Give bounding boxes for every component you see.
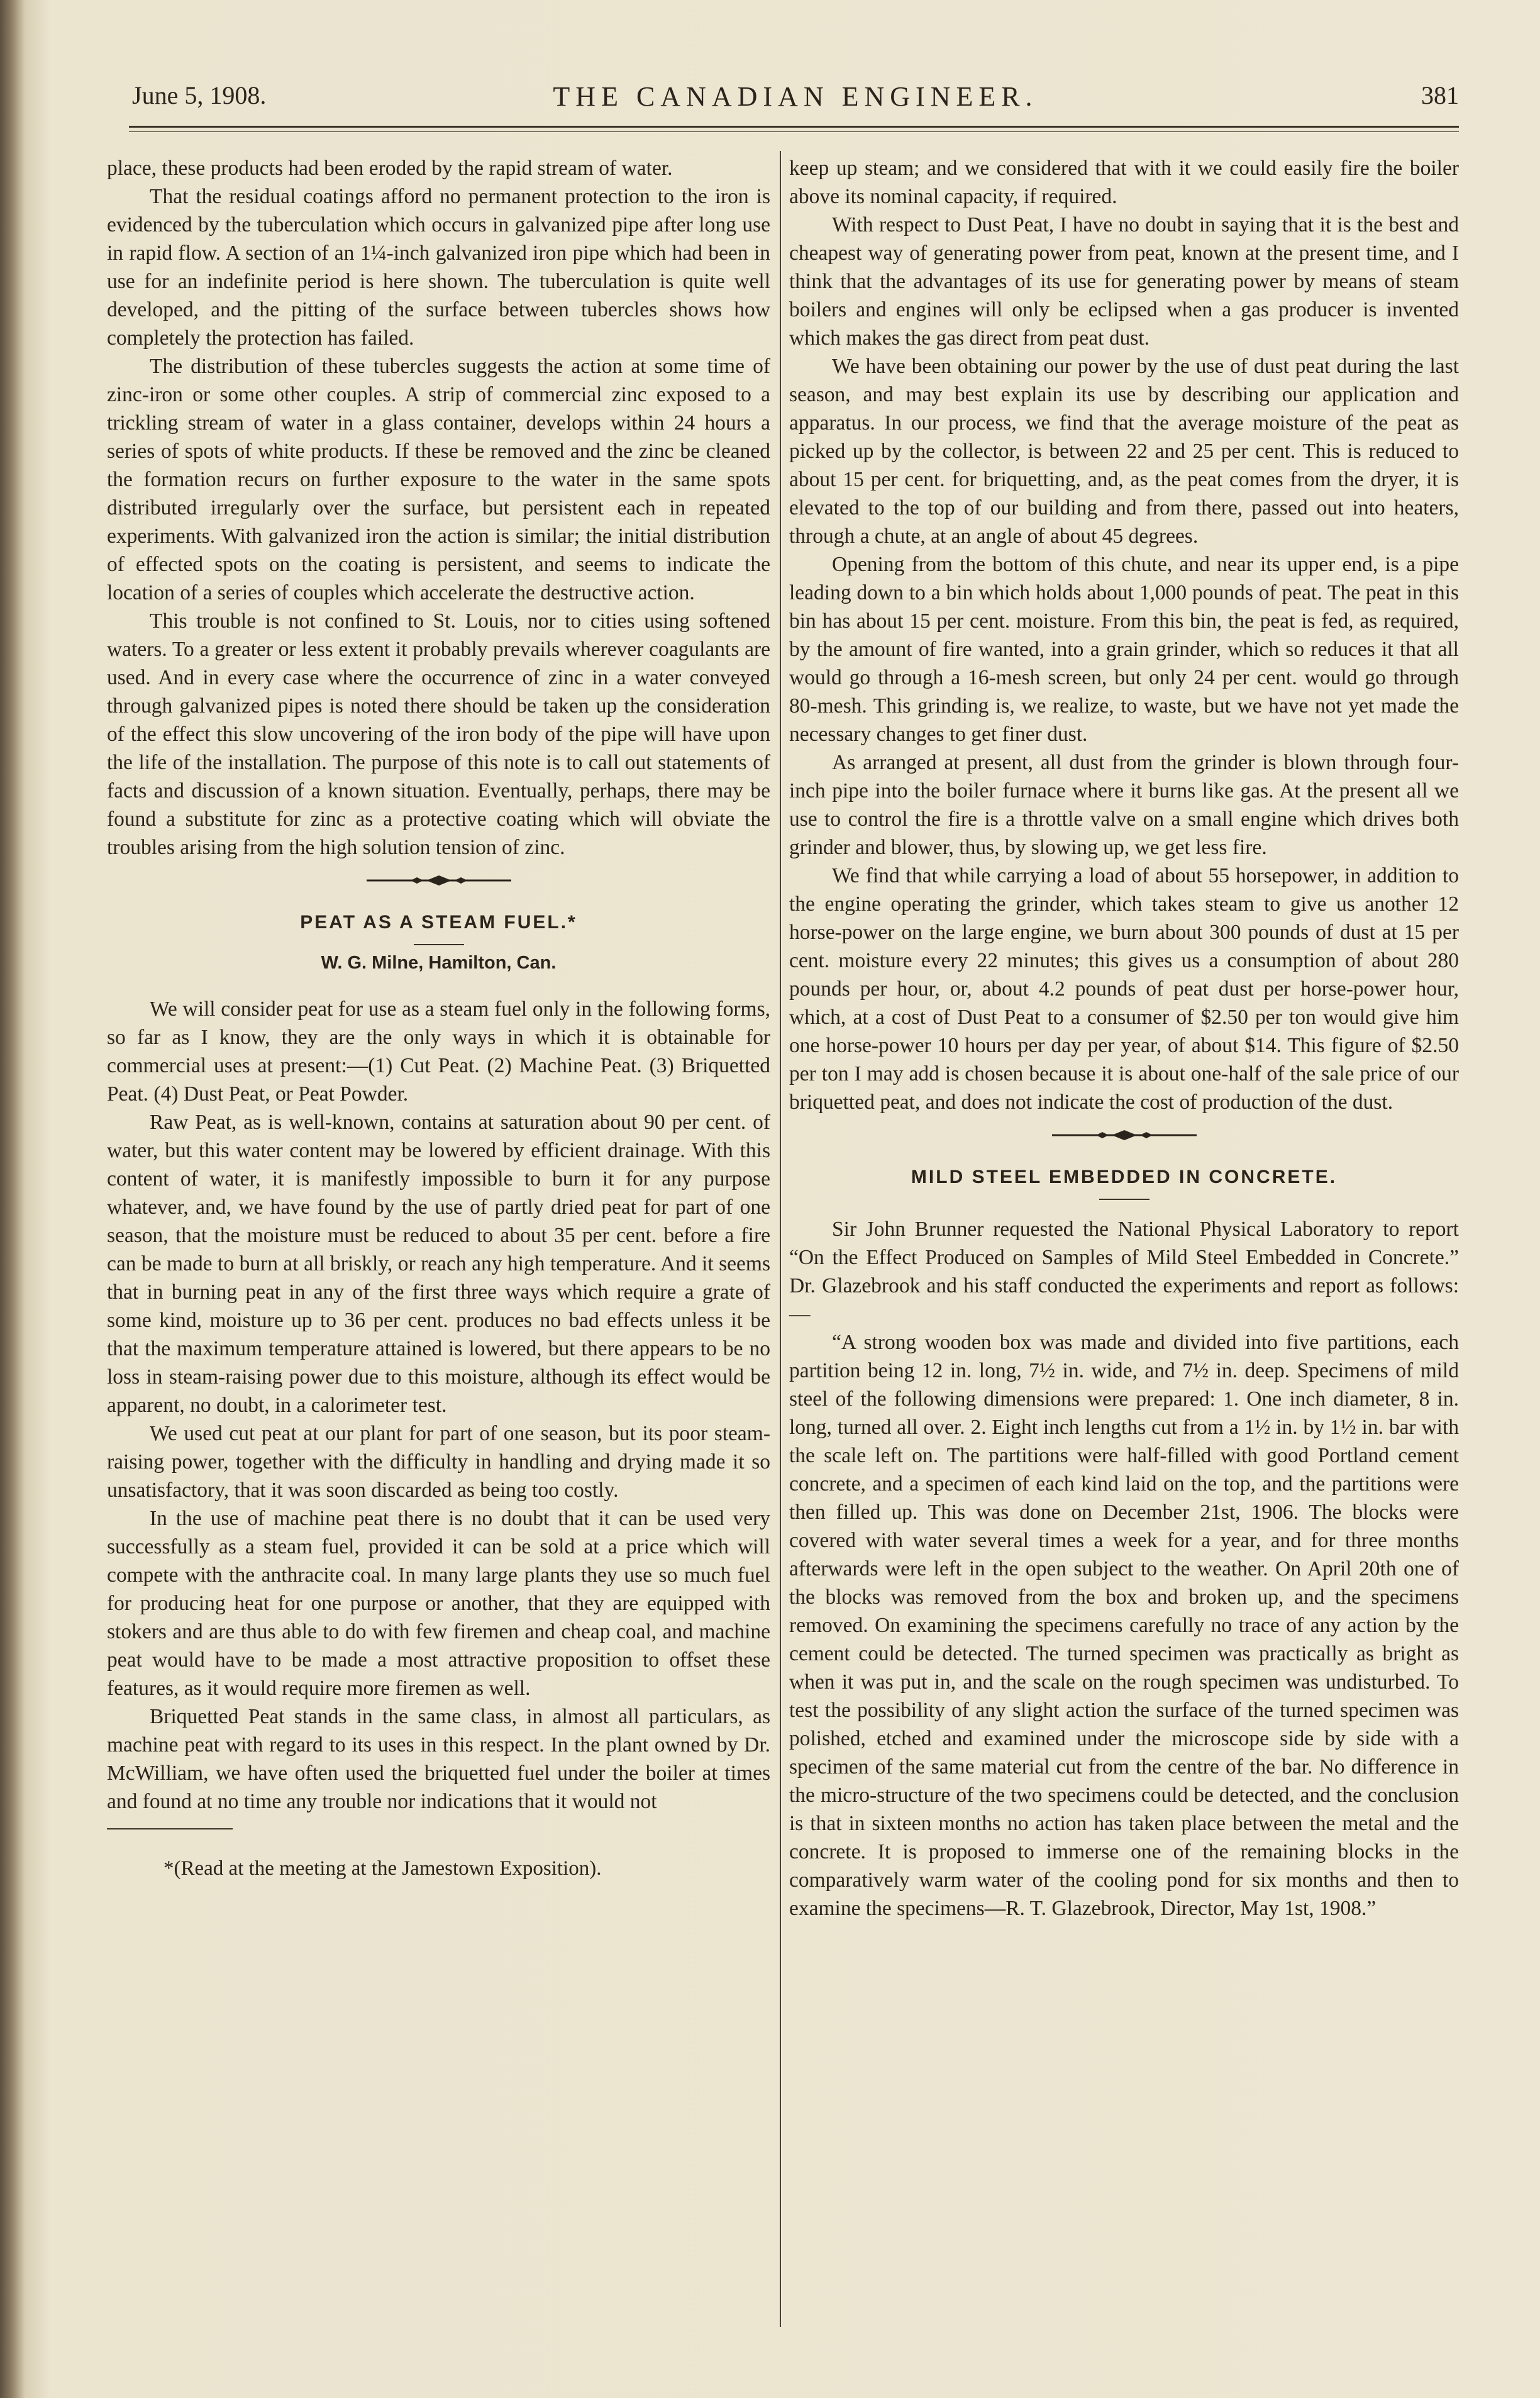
column-divider [780,151,781,2327]
article-author: W. G. Milne, Hamilton, Can. [321,953,557,973]
section-ornament [789,1123,1459,1148]
paragraph: “A strong wooden box was made and divided into five partitions, each partition being 12 in. long, 7½ in. wide, and 7½ in. deep. Specimens of mild steel of the following dimensions were prepared: 1. One inch diameter, 8 in. long, turned all over. 2. Eight inch lengths cut from a 1½ in. by 1½ in. bar with the scale left on. The partitions were half-filled with good Portland cement concrete, and a specimen of each kind laid on the top, and the partitions were then filled up. This was done on December 21st, 1906. The blocks were covered with water several times a week for a year, and for three months afterwards were left in the open subject to the weather. On April 20th one of the blocks was removed from the box and broken up, and the specimens removed. On examining the specimens carefully no trace of any action by the cement could be detected. The turned specimen was practically as bright as when it was put in, and the scale on the rough specimen was undisturbed. To test the possibility of any slight action the surface of the turned specimen was polished, etched and examined under the microscope side by side with a specimen of the same material cut from the centre of the bar. No difference in the micro-structure of the two specimens could be detected, and the conclusion is that in sixteen months no action has taken place between the metal and the concrete. It is proposed to immerse one of the remaining blocks in the comparatively warm water of the cooling pond for six months and then to examine the specimens—R. T. Glazebrook, Director, May 1st, 1908.” [789,1331,1459,1920]
paragraph: We have been obtaining our power by the use of dust peat during the last season, and may best explain its use by describing our application and apparatus. In our process, we find that the average moisture of the peat as picked up by the collector, is between 22 and 25 per cent. This is reduced to about 15 per cent. for briquetting, and, as the peat comes from the dryer, it is elevated to the top of our building and from there, passed out into heaters, through a chute, at an angle of about 45 degrees. [789,355,1459,548]
paragraph: keep up steam; and we considered that with it we could easily fire the boiler above its nominal capacity, if required. [789,157,1459,208]
footnote: *(Read at the meeting at the Jamestown Exposition). [163,1857,602,1880]
paragraph: As arranged at present, all dust from the grinder is blown through four-inch pipe into the boiler furnace where it burns like gas. At the present all we use to control the fire is a throttle valve on a small engine which drives both grinder and blower, thus, by slowing up, we get less fire. [789,751,1459,859]
paragraph: Raw Peat, as is well-known, contains at saturation about 90 per cent. of water, but this water content may be lowered by efficient drainage. With this content of water, it is manifestly impossible to burn it for any purpose whatever, and, we have found by the use of partly dried peat for part of one season, that the moisture must be reduced to about 35 per cent. before a fire can be made to burn at all briskly, or reach any high temperature. And it seems that in burning peat in any of the first three ways which require a grate of some kind, moisture up to 36 per cent. produces no bad effects unless it be that the maximum temperature attained is lowered, but there appears to be no loss in steam-raising power due to this moisture, although its effect would be apparent, no doubt, in a calorimeter test. [107,1111,770,1417]
section-ornament [107,868,770,893]
paragraph: We used cut peat at our plant for part of one season, but its poor steam-raising power, together with the difficulty in handling and drying made it so unsatisfactory, that it was soon discarded as being too costly. [107,1422,770,1502]
title-rule [1099,1199,1149,1200]
issue-date: June 5, 1908. [132,81,267,109]
paragraph: We find that while carrying a load of about 55 horsepower, in addition to the engine operating the grinder, which takes steam to give us another 12 horse-power on the large engine, we burn about 300 pounds of dust at 15 per cent. moisture every 22 minutes; this gives us a consumption of about 280 pounds per hour, or, about 4.2 pounds of peat dust per horse-power hour, which, at a cost of Dust Peat to a consumer of $2.50 per ton would give him one horse-power 10 hours per day per year, of about $14. This figure of $2.50 per ton I may add is chosen because it is about one-half of the sale price of our briquetted peat, and does not indicate the cost of production of the dust. [789,864,1459,1114]
paragraph: We will consider peat for use as a steam fuel only in the following forms, so far as I know, they are the only ways in which it is obtainable for commercial uses at present:—(1) Cut Peat. (2) Machine Peat. (3) Briquetted Peat. (4) Dust Peat, or Peat Powder. [107,997,770,1106]
paragraph: Sir John Brunner requested the National Physical Laboratory to report “On the Effect Produced on Samples of Mild Steel Embedded in Concrete.” Dr. Glazebrook and his staff conducted the experiments and report as follows:— [789,1218,1459,1326]
paragraph: With respect to Dust Peat, I have no doubt in saying that it is the best and cheapest way of generating power from peat, known at the present time, and I think that the advantages of its use for generating power by means of steam boilers and engines will only be eclipsed when a gas producer is invented which makes the gas direct from peat dust. [789,213,1459,350]
page-number: 381 [1421,81,1459,109]
paragraph: In the use of machine peat there is no doubt that it can be used very successfully as a steam fuel, provided it can be sold at a price which will compete with the anthracite coal. In many large plants they use so much fuel for producing heat for one purpose or another, that they are equipped with stokers and are thus able to do with few firemen and cheap coal, and machine peat would have to be made a most attractive proposition to offset these features, as it would require more firemen as well. [107,1507,770,1700]
header-rule [129,126,1459,128]
header-rule-thin [129,131,1459,132]
paragraph: This trouble is not confined to St. Louis, nor to cities using softened waters. To a greater or less extent it probably prevails wherever coagulants are used. And in every case where the occurrence of zinc in a water conveyed through galvanized pipes is noted there should be taken up the consideration of the effect this slow uncovering of the iron body of the pipe will have upon the life of the installation. The purpose of this note is to call out statements of facts and discussion of a known situation. Eventually, perhaps, there may be found a substitute for zinc as a protective coating which will obviate the troubles arising from the high solution tension of zinc. [107,609,770,859]
article-title: PEAT AS A STEAM FUEL.* [300,912,577,933]
right-column [789,154,1459,1923]
ornament-divider-icon [1052,1129,1197,1141]
journal-title: THE CANADIAN ENGINEER. [553,81,1038,112]
article-title: MILD STEEL EMBEDDED IN CONCRETE. [911,1167,1338,1187]
left-column [107,154,770,1883]
paragraph: place, these products had been eroded by the rapid stream of water. [107,157,673,180]
paragraph: That the residual coatings afford no permanent protection to the iron is evidenced by the tuberculation which occurs in galvanized pipe after long use in rapid flow. A section of an 1¼-inch galvanized iron pipe which had been in use for an indefinite period is here shown. The tuberculation is quite well developed, and the pitting of the surface between tubercles shows how completely the protection has failed. [107,185,770,350]
paragraph: The distribution of these tubercles suggests the action at some time of zinc-iron or some other couples. A strip of commercial zinc exposed to a trickling stream of water in a glass container, develops within 24 hours a series of spots of white products. If these be removed and the zinc be cleaned the formation recurs on further exposure to the water in the same spots distributed irregularly over the surface, but persistent each in repeated experiments. With galvanized iron the action is similar; the initial distribution of effected spots on the coating is persistent, and seems to indicate the location of a series of couples which accelerate the destructive action. [107,355,770,604]
footnote-rule [107,1828,233,1829]
title-rule [414,944,464,945]
paragraph: Opening from the bottom of this chute, and near its upper end, is a pipe leading down to a bin which holds about 1,000 pounds of peat. The peat in this bin has about 15 per cent. moisture. From this bin, the peat is fed, as required, by the amount of fire wanted, into a grain grinder, which so reduces it that all would go through a 16-mesh screen, but only 24 per cent. would go through 80-mesh. This grinding is, we realize, to waste, but we have not yet made the necessary changes to get finer dust. [789,553,1459,746]
ornament-divider-icon [367,874,511,887]
paragraph: Briquetted Peat stands in the same class, in almost all particulars, as machine peat with regard to its uses in this respect. In the plant owned by Dr. McWilliam, we have often used the briquetted fuel under the boiler at times and found at no time any trouble nor indications that it would not [107,1705,770,1813]
running-header [132,80,1459,118]
